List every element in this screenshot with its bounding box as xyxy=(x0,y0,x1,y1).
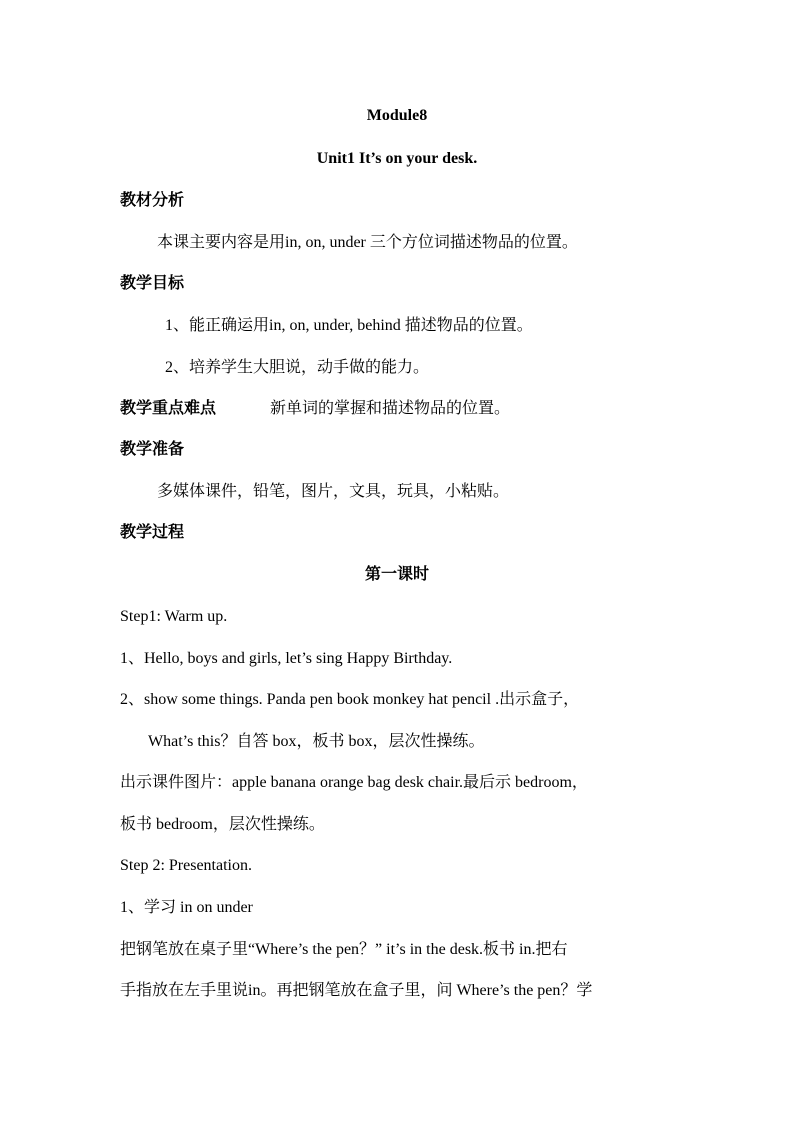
step2-paragraph-line-2: 手指放在左手里说in。再把钢笔放在盒子里，问 Where’s the pen？学 xyxy=(120,982,593,999)
step1-item-1: 1、Hello, boys and girls, let’s sing Happy Birthday. xyxy=(120,650,453,667)
goal-item-1: 1、能正确运用in, on, under, behind 描述物品的位置。 xyxy=(165,317,533,334)
period-title: 第一课时 xyxy=(364,566,429,583)
step1-paragraph-line-1: 出示课件图片：apple banana orange bag desk chair.最后示 bedroom， xyxy=(120,774,588,791)
step2-item-1: 1、学习 in on under xyxy=(120,899,253,916)
key-points-text: 新单词的掌握和描述物品的位置。 xyxy=(270,400,511,417)
section-heading-process: 教学过程 xyxy=(120,524,185,541)
step1-paragraph-line-2: 板书 bedroom，层次性操练。 xyxy=(120,816,325,833)
step2-heading: Step 2: Presentation. xyxy=(120,857,252,874)
section-heading-key-points: 教学重点难点 xyxy=(120,400,217,417)
step1-item-2: 2、show some things. Panda pen book monkey hat pencil .出示盒子， xyxy=(120,691,580,708)
key-points-row xyxy=(120,399,510,419)
preparation-text: 多媒体课件，铅笔，图片，文具，玩具，小粘贴。 xyxy=(157,483,510,500)
section-heading-analysis: 教材分析 xyxy=(120,192,185,209)
analysis-text: 本课主要内容是用in, on, under 三个方位词描述物品的位置。 xyxy=(157,234,578,251)
section-heading-preparation: 教学准备 xyxy=(120,441,185,458)
unit-title: Unit1 It’s on your desk. xyxy=(316,150,478,167)
step2-paragraph-line-1: 把钢笔放在桌子里“Where’s the pen？” it’s in the desk.板书 in.把右 xyxy=(120,941,568,958)
step1-item-2-continued: What’s this？自答 box，板书 box，层次性操练。 xyxy=(148,733,485,750)
step1-heading: Step1: Warm up. xyxy=(120,608,228,625)
goal-item-2: 2、培养学生大胆说，动手做的能力。 xyxy=(165,359,430,376)
section-heading-goals: 教学目标 xyxy=(120,275,185,292)
module-title: Module8 xyxy=(366,107,428,124)
